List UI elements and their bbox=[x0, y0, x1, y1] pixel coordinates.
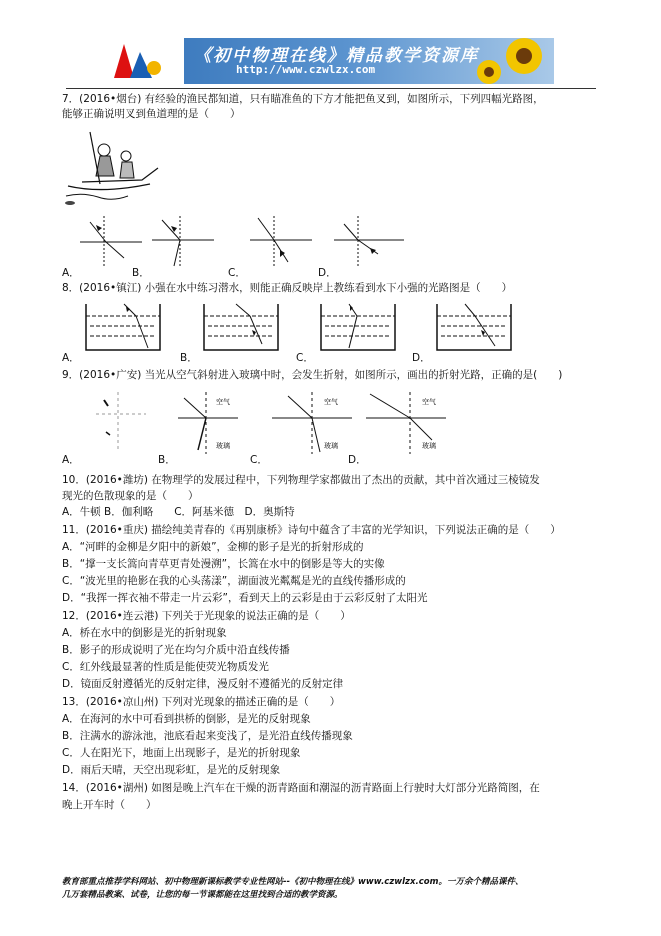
q9-d-air-label: 空气 bbox=[422, 398, 436, 406]
q9-option-b: B． bbox=[158, 454, 176, 466]
q7-diagram-c bbox=[250, 216, 312, 266]
q8-option-c: C． bbox=[296, 352, 314, 364]
q9-b-air-label: 空气 bbox=[216, 398, 230, 406]
q9-stem-line1: 9．(2016•广安) 当光从空气斜射进入玻璃中时，会发生折射，如图所示，画出的折射光路，正确的是( ) bbox=[62, 369, 563, 381]
header-divider bbox=[66, 88, 596, 89]
q8-diagram-b bbox=[204, 304, 278, 350]
q7-option-d: D． bbox=[318, 267, 337, 279]
banner-url: http://www.czwlzx.com bbox=[236, 63, 376, 76]
banner-title: 《初中物理在线》精品教学资源库 bbox=[194, 46, 479, 66]
q9-diagram-a bbox=[96, 392, 146, 452]
q9-diagram-d bbox=[366, 392, 446, 454]
q9-option-c: C． bbox=[250, 454, 268, 466]
q11-stem-line1: 11．(2016•重庆) 描绘纯美青春的《再别康桥》诗句中蕴含了丰富的光学知识，下列说法正确的是（ ） bbox=[62, 524, 561, 536]
q9-diagram-b bbox=[178, 392, 238, 454]
q9-c-glass-label: 玻璃 bbox=[324, 442, 338, 450]
q10-stem-line1: 10．(2016•潍坊) 在物理学的发展过程中，下列物理学家都做出了杰出的贡献，其中首次通过三棱镜发 bbox=[62, 474, 540, 486]
q12-option-a: A．桥在水中的倒影是光的折射现象 bbox=[62, 627, 227, 639]
q8-diagram-c bbox=[321, 304, 395, 350]
q13-stem-line1: 13．(2016•凉山州) 下列对光现象的描述正确的是（ ） bbox=[62, 696, 341, 708]
q7-diagram-d bbox=[334, 216, 404, 266]
footer-line2: 几万套精品教案、试卷，让您的每一节课都能在这里找到合适的教学资源。 bbox=[62, 890, 343, 900]
q8-diagram-d bbox=[437, 304, 511, 350]
q7-stem-line2: 能够正确说明叉到鱼道理的是（ ） bbox=[62, 108, 241, 120]
q9-d-glass-label: 玻璃 bbox=[422, 442, 436, 450]
q9-option-d: D． bbox=[348, 454, 367, 466]
q8-stem-line1: 8．(2016•镇江) 小强在水中练习潜水，则能正确反映岸上教练看到水下小强的光路图是（ ） bbox=[62, 282, 513, 294]
q12-stem-line1: 12．(2016•连云港) 下列关于光现象的说法正确的是（ ） bbox=[62, 610, 351, 622]
q8-option-d: D． bbox=[412, 352, 431, 364]
q9-b-glass-label: 玻璃 bbox=[216, 442, 230, 450]
q13-option-d: D．雨后天晴，天空出现彩虹，是光的反射现象 bbox=[62, 764, 281, 776]
q7-option-b: B． bbox=[132, 267, 150, 279]
q7-stem-line1: 7．(2016•烟台) 有经验的渔民都知道，只有瞄准鱼的下方才能把鱼叉到，如图所示，下列四幅光路图， bbox=[62, 93, 544, 105]
q14-stem-line2: 晚上开车时（ ） bbox=[62, 799, 157, 811]
q10-stem-line2: 现光的色散现象的是（ ） bbox=[62, 490, 199, 502]
q14-stem-line1: 14．(2016•湖州) 如图是晚上汽车在干燥的沥青路面和潮湿的沥青路面上行驶时大灯部分光路简图，在 bbox=[62, 782, 540, 794]
q12-option-d: D．镜面反射遵循光的反射定律，漫反射不遵循光的反射定律 bbox=[62, 678, 344, 690]
q11-option-c: C．“波光里的艳影在我的心头荡漾”，湖面波光粼粼是光的直线传播形成的 bbox=[62, 575, 406, 587]
q13-option-b: B．注满水的游泳池，池底看起来变浅了，是光沿直线传播现象 bbox=[62, 730, 353, 742]
q11-option-b: B．“撑一支长篙向青草更青处漫溯”，长篙在水中的倒影是等大的实像 bbox=[62, 558, 385, 570]
q13-option-a: A．在海河的水中可看到拱桥的倒影，是光的反射现象 bbox=[62, 713, 311, 725]
header-banner bbox=[94, 38, 554, 84]
q9-diagram-c bbox=[272, 392, 352, 454]
q13-option-c: C．人在阳光下，地面上出现影子，是光的折射现象 bbox=[62, 747, 301, 759]
q7-fisherman-illustration bbox=[62, 124, 172, 204]
q10-options: A．牛顿 B．伽利略 C．阿基米德 D．奥斯特 bbox=[62, 506, 295, 518]
q11-option-d: D．“我挥一挥衣袖不带走一片云彩”，看到天上的云彩是由于云彩反射了太阳光 bbox=[62, 592, 428, 604]
q8-option-a: A． bbox=[62, 352, 80, 364]
q7-diagram-b bbox=[152, 216, 214, 266]
footer-line1: 教育部重点推荐学科网站、初中物理新课标教学专业性网站--《初中物理在线》www.czwlzx.com。一万余个精品课件、 bbox=[62, 877, 524, 887]
q7-diagram-a bbox=[80, 216, 142, 266]
q12-option-b: B．影子的形成说明了光在均匀介质中沿直线传播 bbox=[62, 644, 290, 656]
q9-option-a: A． bbox=[62, 454, 80, 466]
q8-diagram-a bbox=[86, 304, 160, 350]
page-footer bbox=[62, 876, 602, 902]
q7-option-a: A． bbox=[62, 267, 80, 279]
q9-c-air-label: 空气 bbox=[324, 398, 338, 406]
q8-option-b: B． bbox=[180, 352, 198, 364]
q12-option-c: C．红外线最显著的性质是能使荧光物质发光 bbox=[62, 661, 269, 673]
q7-option-c: C． bbox=[228, 267, 246, 279]
q11-option-a: A．“河畔的金柳是夕阳中的新娘”，金柳的影子是光的折射形成的 bbox=[62, 541, 364, 553]
sunflower-icon bbox=[477, 38, 542, 84]
